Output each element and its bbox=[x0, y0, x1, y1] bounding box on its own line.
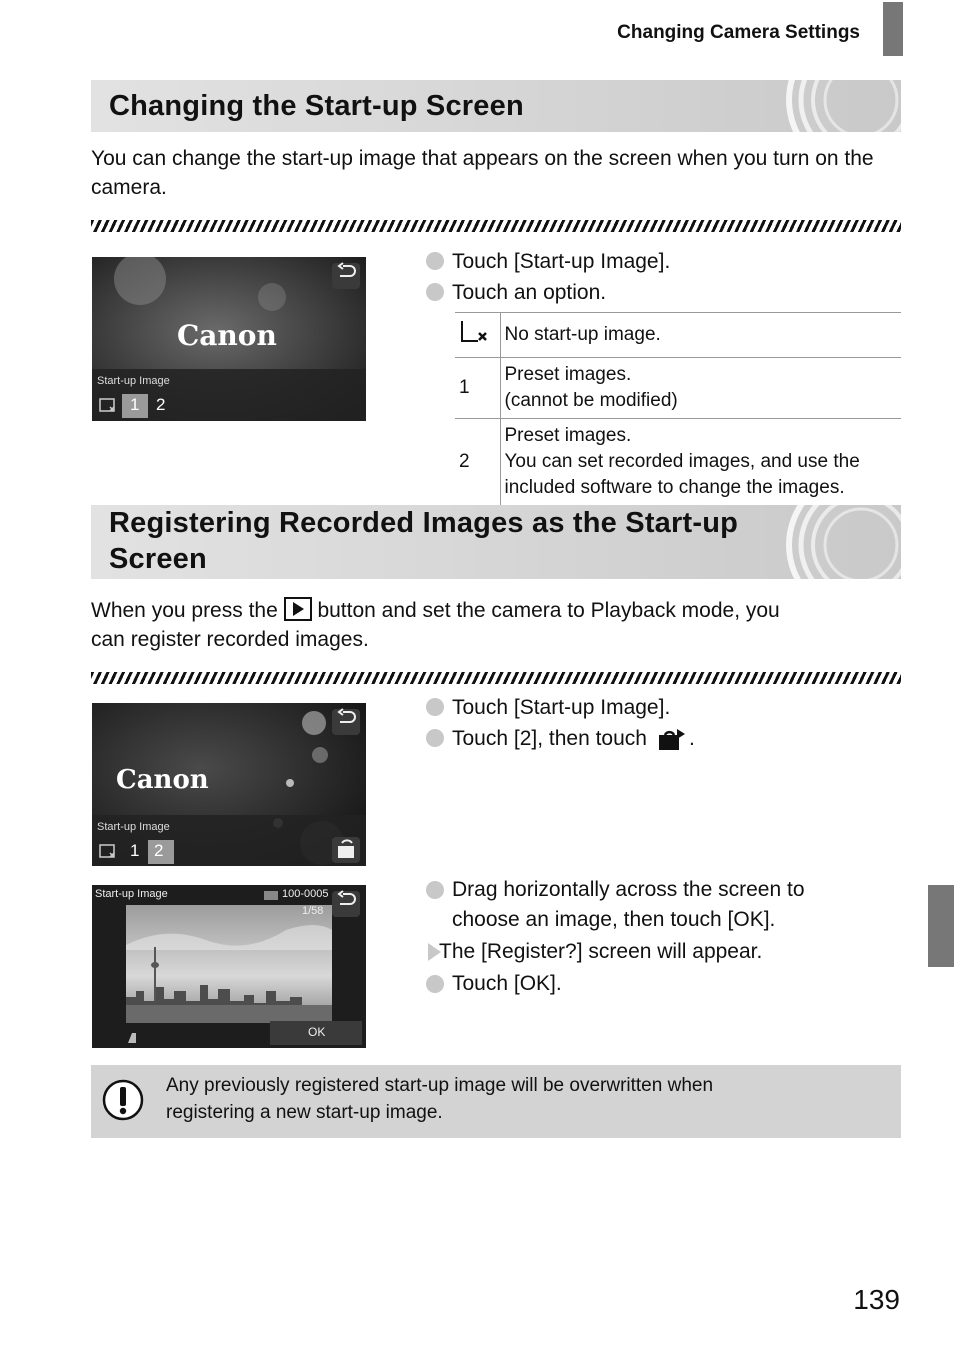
caution-icon bbox=[101, 1078, 145, 1122]
screen-brand-logo: Canon bbox=[177, 319, 277, 352]
screen-option-2: 2 bbox=[154, 841, 164, 860]
chapter-side-tab bbox=[928, 885, 954, 967]
screen-option-2: 2 bbox=[156, 395, 166, 414]
table-row bbox=[455, 358, 901, 419]
page-number: 139 bbox=[853, 1284, 900, 1315]
screen-file-number: 100-0005 bbox=[282, 888, 329, 900]
caution-box bbox=[91, 1065, 901, 1138]
step-item bbox=[426, 723, 906, 754]
screen-menu-label: Start-up Image bbox=[95, 888, 168, 900]
table-description-cell bbox=[500, 419, 901, 506]
table-description-line: included software to change the images. bbox=[504, 477, 845, 498]
step-item bbox=[426, 277, 906, 308]
section-2-intro-line bbox=[91, 596, 901, 625]
step-item bbox=[426, 692, 906, 723]
screen-brand-logo: Canon bbox=[116, 765, 209, 795]
step-bullet-icon bbox=[426, 283, 444, 301]
step-bullet-icon bbox=[426, 729, 444, 747]
section-2-title-line: Screen bbox=[109, 543, 207, 575]
section-2-title bbox=[109, 505, 738, 577]
screen-menu-label: Start-up Image bbox=[97, 821, 170, 833]
step-item bbox=[426, 246, 906, 277]
screen-counter: 1/58 bbox=[302, 905, 324, 917]
step-text: Drag horizontally across the screen to bbox=[452, 878, 805, 901]
section-1-heading-band bbox=[91, 80, 901, 132]
caution-text bbox=[166, 1072, 886, 1126]
step-text: The [Register?] screen will appear. bbox=[439, 940, 763, 963]
table-description-line: (cannot be modified) bbox=[504, 390, 678, 411]
step-text-trailing: . bbox=[688, 727, 695, 750]
table-description-line: Preset images. bbox=[504, 364, 632, 385]
step-bullet-icon bbox=[426, 975, 444, 993]
table-key-cell: 1 bbox=[455, 358, 500, 419]
section-1-title: Changing the Start-up Screen bbox=[109, 90, 524, 122]
table-row bbox=[455, 313, 901, 358]
section-1-steps bbox=[426, 246, 906, 308]
table-key-cell bbox=[455, 313, 500, 358]
intro-text: button and set the camera to Playback mode, you bbox=[317, 599, 780, 622]
section-2-steps-a bbox=[426, 692, 906, 754]
step-text: Touch [OK]. bbox=[452, 972, 562, 995]
section-2-title-line: Registering Recorded Images as the Start-up bbox=[109, 507, 739, 539]
screen-ok-button: OK bbox=[308, 1025, 326, 1039]
step-text: Touch [Start-up Image]. bbox=[452, 250, 671, 273]
swirl-decoration-icon bbox=[781, 80, 901, 132]
screen-option-1: 1 bbox=[130, 395, 140, 414]
running-header-title: Changing Camera Settings bbox=[617, 22, 860, 43]
playback-button-icon bbox=[284, 597, 312, 621]
section-2-intro bbox=[91, 596, 901, 654]
step-divider bbox=[91, 672, 901, 684]
step-text: Touch [Start-up Image]. bbox=[452, 696, 671, 719]
screen-option-1: 1 bbox=[130, 841, 140, 860]
section-2-heading-band bbox=[91, 505, 901, 579]
camera-screen-startup-menu bbox=[92, 257, 366, 421]
screen-menu-label: Start-up Image bbox=[97, 375, 170, 387]
caution-line: registering a new start-up image. bbox=[166, 1102, 443, 1123]
step-item bbox=[426, 937, 906, 967]
step-divider bbox=[91, 220, 901, 232]
step-text: Touch [2], then touch bbox=[452, 727, 647, 750]
swirl-decoration-icon bbox=[781, 505, 901, 579]
table-description-cell bbox=[500, 358, 901, 419]
camera-screen-graphic bbox=[92, 885, 366, 1048]
table-description-line: You can set recorded images, and use the bbox=[504, 451, 860, 472]
table-description-cell: No start-up image. bbox=[500, 313, 901, 358]
step-text: choose an image, then touch [OK]. bbox=[452, 908, 776, 931]
section-2-steps-b bbox=[426, 875, 906, 999]
camera-screen-register-menu bbox=[92, 703, 366, 866]
step-text: Touch an option. bbox=[452, 281, 607, 304]
table-row bbox=[455, 419, 901, 506]
step-bullet-icon bbox=[426, 881, 444, 899]
caution-line: Any previously registered start-up image will be overwritten when bbox=[166, 1075, 714, 1096]
section-2-intro-line: can register recorded images. bbox=[91, 628, 369, 651]
camera-screen-image-select bbox=[92, 885, 366, 1048]
table-key-cell: 2 bbox=[455, 419, 500, 506]
step-text-block bbox=[452, 875, 805, 935]
no-startup-image-icon bbox=[459, 317, 489, 345]
intro-text: When you press the bbox=[91, 599, 278, 622]
step-bullet-icon bbox=[426, 698, 444, 716]
running-header-tab bbox=[883, 2, 903, 56]
step-item bbox=[426, 875, 906, 935]
step-item bbox=[426, 969, 906, 999]
table-description-line: Preset images. bbox=[504, 425, 632, 446]
step-bullet-icon bbox=[426, 252, 444, 270]
startup-options-table bbox=[455, 312, 901, 506]
section-1-intro: You can change the start-up image that appears on the screen when you turn on the camera. bbox=[91, 147, 874, 199]
register-startup-icon bbox=[655, 725, 689, 753]
